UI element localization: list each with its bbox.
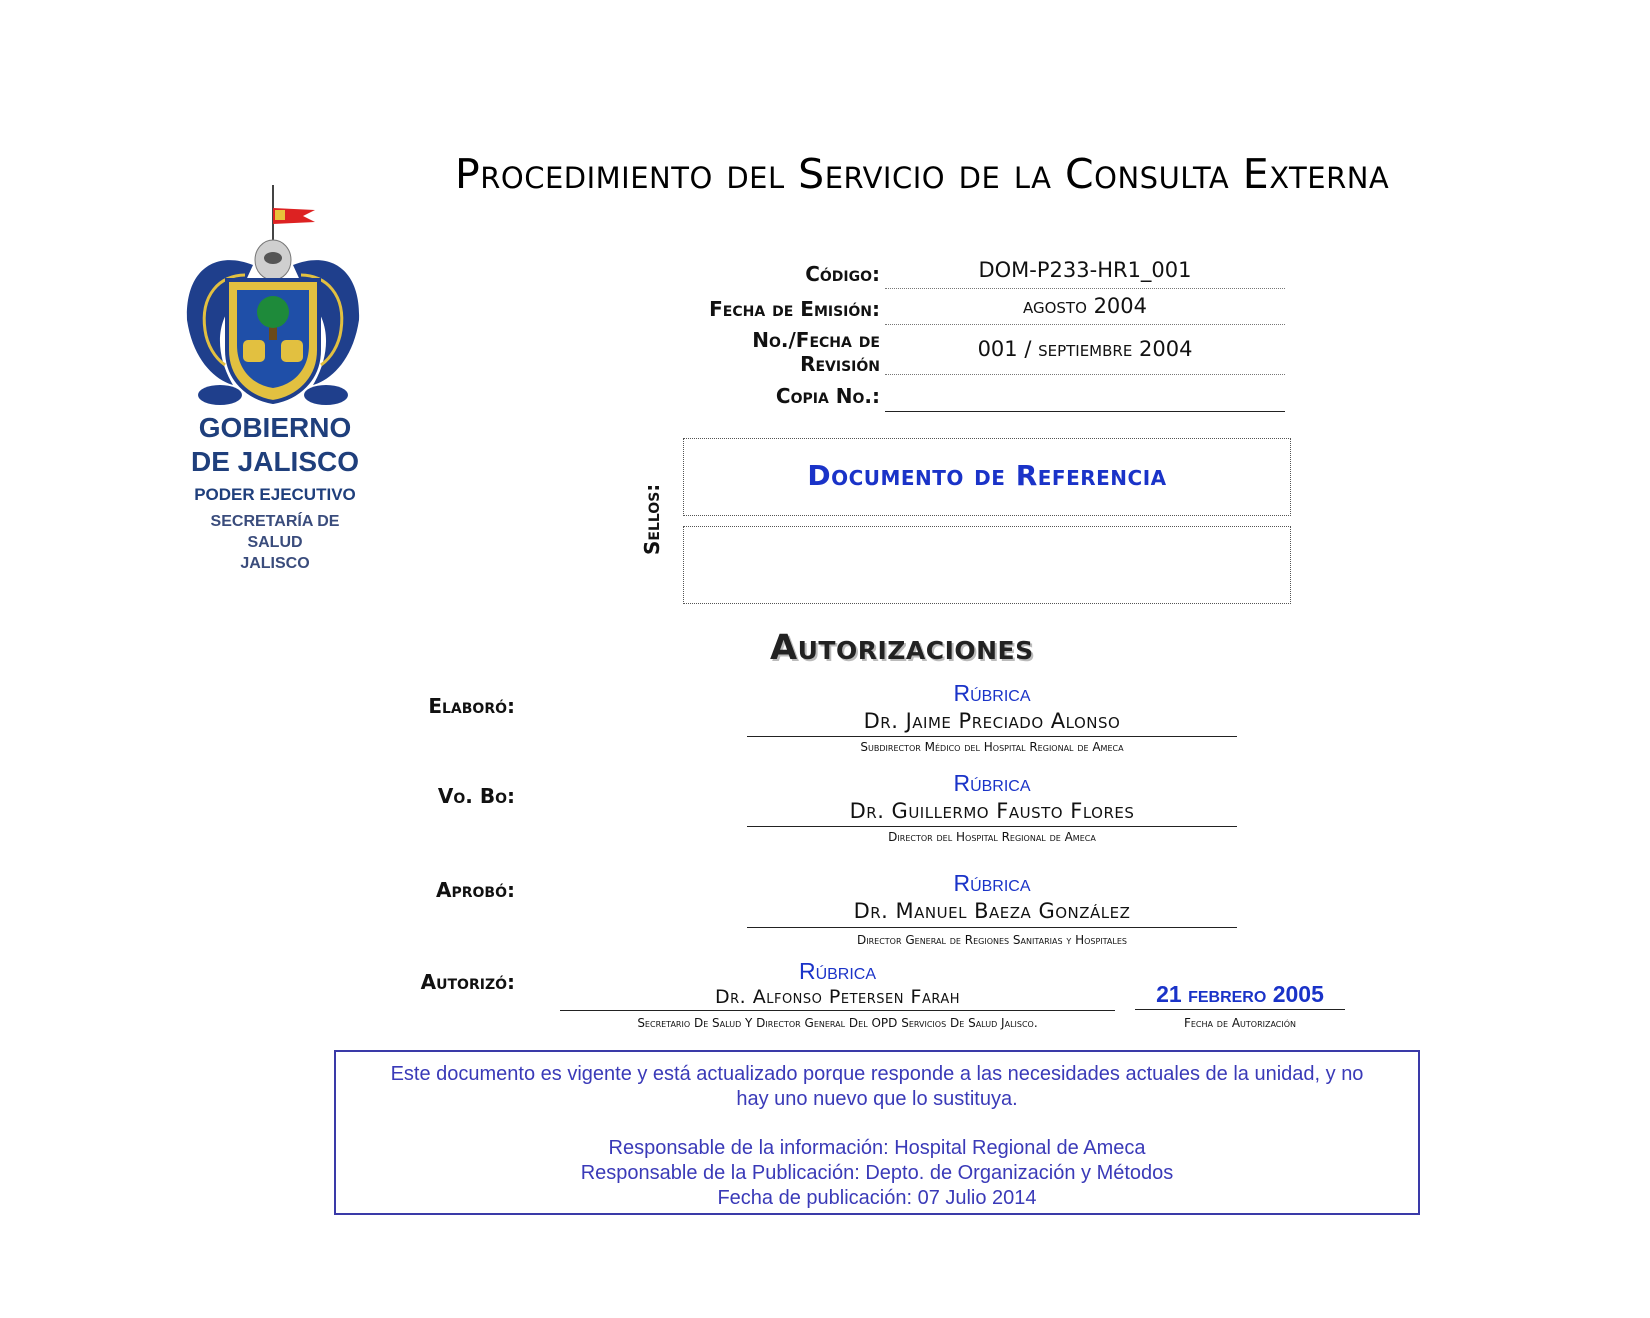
note-line-5: Fecha de publicación: 07 Julio 2014 <box>717 1187 1037 1209</box>
reference-stamp-box <box>683 438 1291 516</box>
logo-line-jalisco-small: JALISCO <box>240 555 310 572</box>
codigo-label: Código: <box>805 262 880 286</box>
copia-value <box>885 380 1285 412</box>
reference-stamp-title: Documento de Referencia <box>807 459 1167 492</box>
authorization-date: 21 febrero 2005 <box>1135 981 1345 1010</box>
jalisco-coat-of-arms-icon <box>175 180 375 410</box>
empty-stamp-box <box>683 526 1291 604</box>
elaboro-name: Dr. Jaime Preciado Alonso <box>747 709 1237 737</box>
validity-note <box>334 1050 1420 1215</box>
autorizo-rubrica: Rúbrica <box>798 958 877 984</box>
autorizo-name: Dr. Alfonso Petersen Farah <box>560 986 1115 1011</box>
fecha-emision-value: agosto 2004 <box>885 294 1285 325</box>
note-line-3: Responsable de la información: Hospital Regional de Ameca <box>608 1137 1146 1159</box>
note-line-4: Responsable de la Publicación: Depto. de Organización y Métodos <box>580 1162 1174 1184</box>
elaboro-rubrica: Rúbrica <box>953 680 1031 706</box>
vobo-name: Dr. Guillermo Fausto Flores <box>747 799 1237 827</box>
note-line-2: hay uno nuevo que lo sustituya. <box>736 1088 1018 1110</box>
note-line-1: Este documento es vigente y está actualizado porque responde a las necesidades actuales de la unidad, y no <box>390 1063 1364 1085</box>
autorizo-post: Secretario De Salud Y Director General Del OPD Servicios De Salud Jalisco. <box>637 1016 1038 1030</box>
sellos-label: Sellos: <box>640 483 664 555</box>
logo-line-salud: SALUD <box>247 534 303 551</box>
vobo-label: Vo. Bo: <box>437 784 515 808</box>
aprobo-label: Aprobó: <box>436 878 515 902</box>
copia-label: Copia No.: <box>775 384 880 408</box>
logo-line-secretaria: SECRETARÍA DE <box>210 513 340 530</box>
logo-line-gobierno: GOBIERNO <box>198 412 352 443</box>
authorization-date-caption: Fecha de Autorización <box>1183 1016 1297 1030</box>
aprobo-name: Dr. Manuel Baeza González <box>747 899 1237 928</box>
revision-value: 001 / septiembre 2004 <box>885 337 1285 375</box>
gobierno-jalisco-logo <box>175 180 375 590</box>
logo-line-poder: PODER EJECUTIVO <box>194 485 356 504</box>
vobo-post: Director del Hospital Regional de Ameca <box>888 830 1096 844</box>
aprobo-post: Director General de Regiones Sanitarias y Hospitales <box>856 933 1127 947</box>
fecha-emision-label: Fecha de Emisión: <box>709 297 880 321</box>
revision-label-line1: No./Fecha de <box>752 328 880 352</box>
logo-line-jalisco: DE JALISCO <box>190 446 360 477</box>
autorizo-label: Autorizó: <box>420 970 515 994</box>
elaboro-label: Elaboró: <box>428 694 515 718</box>
autorizaciones-title: Autorizaciones <box>770 628 1034 668</box>
revision-label-line2: Revisión <box>800 352 880 376</box>
vobo-rubrica: Rúbrica <box>953 770 1031 796</box>
elaboro-post: Subdirector Médico del Hospital Regional de Ameca <box>860 740 1124 754</box>
codigo-value: DOM-P233-HR1_001 <box>885 258 1285 289</box>
aprobo-rubrica: Rúbrica <box>953 870 1031 896</box>
document-title: Procedimiento del Servicio de la Consulta Externa <box>455 150 1390 198</box>
